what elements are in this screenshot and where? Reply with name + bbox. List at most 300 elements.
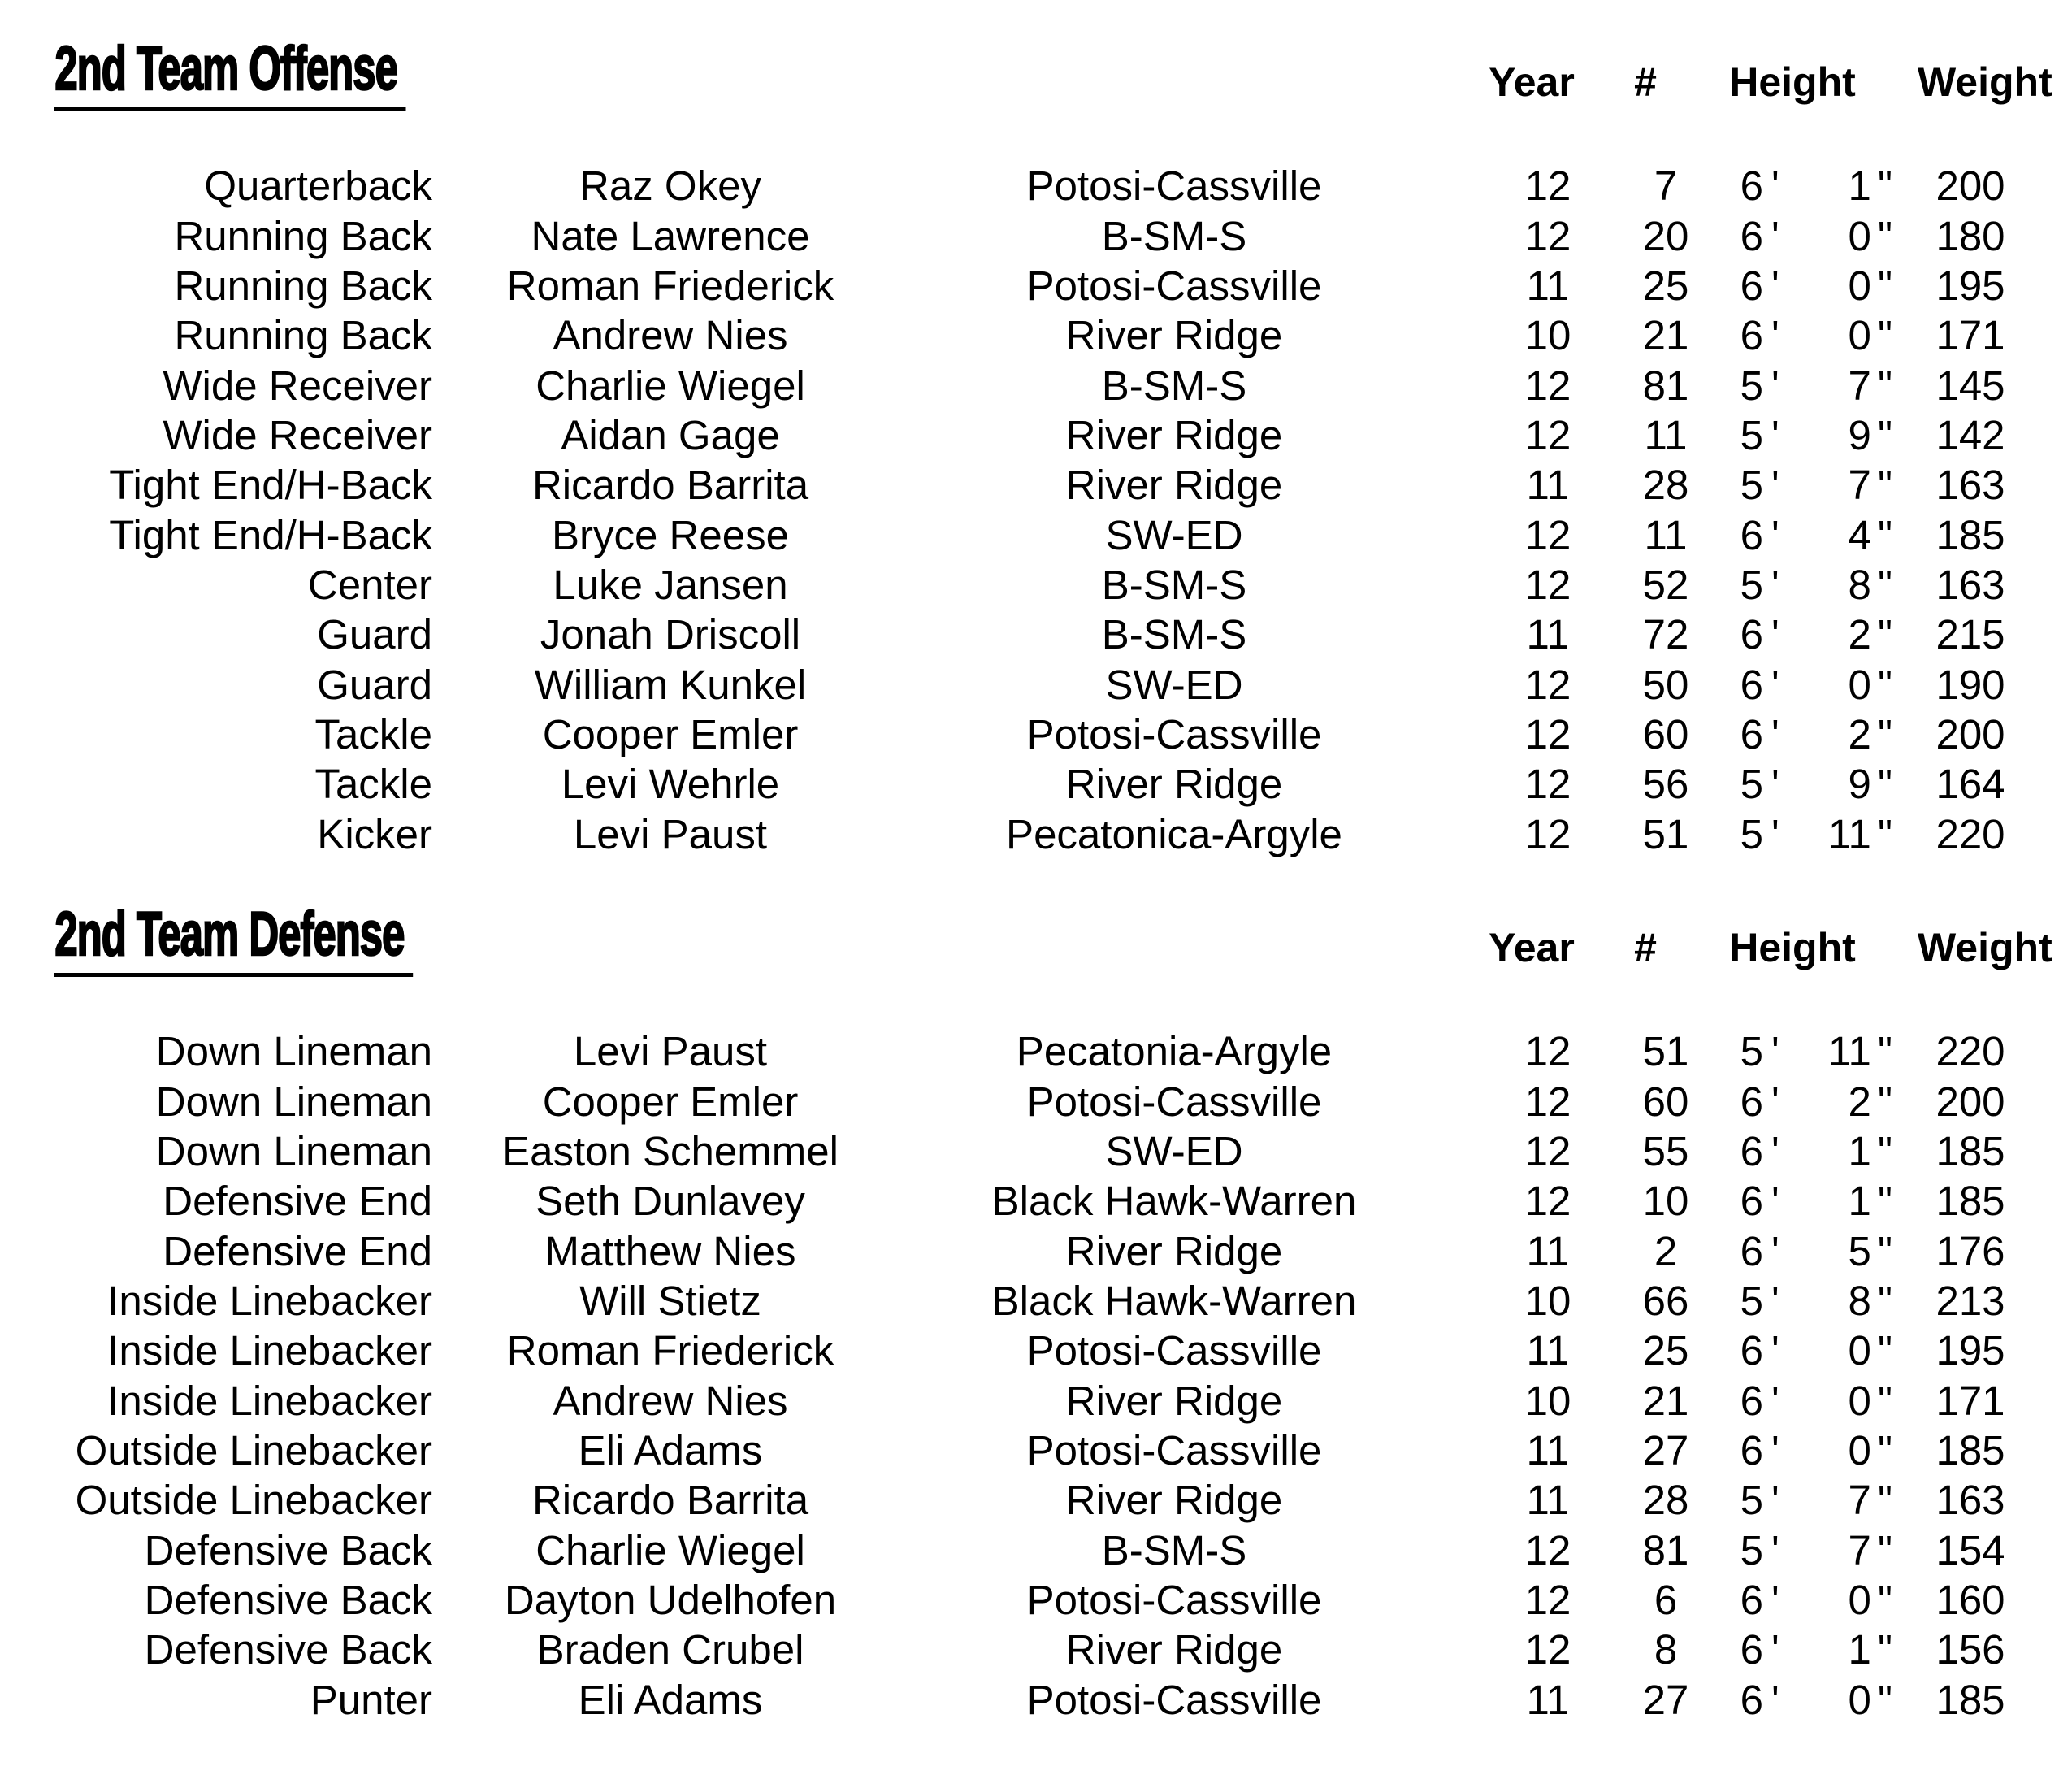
section-title: 2nd Team Offense [54, 41, 406, 111]
player-name: Seth Dunlavey [535, 1178, 805, 1225]
height-inches: 0 [1848, 1377, 1871, 1424]
player-weight: 145 [1935, 362, 2005, 409]
player-name: Andrew Nies [553, 312, 788, 359]
player-position: Defensive Back [144, 1576, 432, 1623]
player-school: River Ridge [1065, 312, 1283, 359]
player-name: Ricardo Barrita [531, 462, 809, 509]
height-feet: 5 [1740, 1477, 1764, 1524]
player-position: Defensive End [163, 1227, 432, 1274]
table-row [0, 1375, 2023, 1425]
player-height [1708, 1078, 1918, 1126]
height-inches: 9 [1848, 411, 1871, 458]
feet-mark: ' [1771, 511, 1779, 558]
height-feet: 5 [1740, 1277, 1764, 1324]
table-row [0, 1326, 2023, 1375]
player-name: Charlie Wiegel [535, 362, 805, 409]
player-name: Levi Wehrle [561, 761, 780, 808]
player-position: Down Lineman [155, 1078, 432, 1125]
player-name: Levi Paust [573, 810, 768, 857]
height-inches: 2 [1848, 1078, 1871, 1125]
player-weight: 164 [1935, 761, 2005, 808]
player-name: Andrew Nies [553, 1377, 788, 1424]
player-year: 12 [1524, 1078, 1571, 1125]
height-inches: 1 [1848, 1626, 1871, 1673]
table-row [0, 710, 2023, 759]
player-name: Roman Friederick [506, 1327, 834, 1374]
height-feet: 5 [1740, 810, 1764, 857]
player-school: SW-ED [1105, 1127, 1243, 1174]
player-name: Ricardo Barrita [531, 1477, 809, 1524]
player-number: 28 [1642, 1477, 1689, 1524]
player-weight: 160 [1935, 1576, 2005, 1623]
player-name: William Kunkel [534, 661, 807, 708]
player-number: 25 [1642, 262, 1689, 309]
player-height [1708, 311, 1918, 359]
inch-mark: " [1877, 362, 1892, 409]
player-position: Down Lineman [155, 1127, 432, 1174]
player-height [1708, 1277, 1918, 1325]
player-position: Inside Linebacker [107, 1327, 432, 1374]
feet-mark: ' [1771, 1277, 1779, 1324]
player-year: 12 [1524, 1526, 1571, 1573]
height-feet: 6 [1740, 1227, 1764, 1274]
player-height [1708, 1127, 1918, 1175]
player-school: River Ridge [1065, 1227, 1283, 1274]
height-feet: 6 [1740, 262, 1764, 309]
table-row [0, 261, 2023, 310]
player-number: 21 [1642, 1377, 1689, 1424]
height-inches: 9 [1848, 761, 1871, 808]
player-position: Tackle [314, 761, 432, 808]
height-inches: 0 [1848, 212, 1871, 259]
player-weight: 154 [1935, 1526, 2005, 1573]
player-number: 27 [1642, 1676, 1689, 1723]
feet-mark: ' [1771, 212, 1779, 259]
inch-mark: " [1877, 1178, 1892, 1225]
feet-mark: ' [1771, 1576, 1779, 1623]
player-school: B-SM-S [1101, 561, 1247, 608]
inch-mark: " [1877, 1576, 1892, 1623]
player-year: 10 [1524, 312, 1571, 359]
inch-mark: " [1877, 561, 1892, 608]
height-feet: 6 [1740, 710, 1764, 757]
player-height [1708, 1177, 1918, 1225]
player-number: 60 [1642, 1078, 1689, 1125]
roster-rows [0, 161, 2023, 859]
height-feet: 6 [1740, 611, 1764, 658]
player-year: 12 [1524, 710, 1571, 757]
height-feet: 6 [1740, 1626, 1764, 1673]
inch-mark: " [1877, 1127, 1892, 1174]
player-number: 60 [1642, 710, 1689, 757]
player-weight: 156 [1935, 1626, 2005, 1673]
height-feet: 6 [1740, 1676, 1764, 1723]
player-name: Raz Okey [579, 163, 761, 210]
inch-mark: " [1877, 710, 1892, 757]
table-row [0, 809, 2023, 858]
table-row [0, 659, 2023, 709]
player-school: Potosi-Cassville [1026, 1327, 1322, 1374]
inch-mark: " [1877, 1526, 1892, 1573]
player-height [1708, 1576, 1918, 1624]
player-year: 12 [1524, 561, 1571, 608]
feet-mark: ' [1771, 1676, 1779, 1723]
player-school: River Ridge [1065, 411, 1283, 458]
feet-mark: ' [1771, 1127, 1779, 1174]
height-inches: 0 [1848, 1676, 1871, 1723]
feet-mark: ' [1771, 1078, 1779, 1125]
player-name: Nate Lawrence [531, 212, 810, 259]
player-year: 12 [1524, 511, 1571, 558]
inch-mark: " [1877, 1477, 1892, 1524]
player-number: 72 [1642, 611, 1689, 658]
player-weight: 190 [1935, 661, 2005, 708]
table-row [0, 560, 2023, 610]
player-school: Pecatonia-Argyle [1016, 1028, 1333, 1075]
player-year: 12 [1524, 661, 1571, 708]
player-school: Pecatonica-Argyle [1006, 810, 1342, 857]
player-name: Will Stietz [579, 1277, 761, 1324]
height-inches: 0 [1848, 1426, 1871, 1473]
player-weight: 195 [1935, 262, 2005, 309]
player-weight: 200 [1935, 163, 2005, 210]
player-year: 10 [1524, 1277, 1571, 1324]
table-row [0, 510, 2023, 559]
player-height [1708, 810, 1918, 858]
player-name: Cooper Emler [542, 1078, 799, 1125]
player-number: 8 [1654, 1626, 1678, 1673]
height-inches: 1 [1848, 163, 1871, 210]
player-number: 56 [1642, 761, 1689, 808]
height-inches: 7 [1848, 462, 1871, 509]
table-row [0, 460, 2023, 510]
feet-mark: ' [1771, 1426, 1779, 1473]
player-year: 12 [1524, 1127, 1571, 1174]
player-height [1708, 1625, 1918, 1673]
height-inches: 7 [1848, 1477, 1871, 1524]
player-number: 20 [1642, 212, 1689, 259]
player-year: 12 [1524, 1028, 1571, 1075]
player-weight: 142 [1935, 411, 2005, 458]
player-year: 12 [1524, 1626, 1571, 1673]
table-row [0, 610, 2023, 659]
player-year: 11 [1526, 1426, 1570, 1473]
player-name: Dayton Udelhofen [504, 1576, 837, 1623]
player-school: Potosi-Cassville [1026, 163, 1322, 210]
player-name: Levi Paust [573, 1028, 768, 1075]
player-weight: 215 [1935, 611, 2005, 658]
inch-mark: " [1877, 1626, 1892, 1673]
player-name: Roman Friederick [506, 262, 834, 309]
player-year: 10 [1524, 1377, 1571, 1424]
table-row [0, 1674, 2023, 1724]
player-name: Jonah Driscoll [540, 611, 801, 658]
height-inches: 1 [1848, 1178, 1871, 1225]
player-year: 12 [1524, 212, 1571, 259]
player-weight: 180 [1935, 212, 2005, 259]
feet-mark: ' [1771, 1028, 1779, 1075]
height-inches: 1 [1848, 1127, 1871, 1174]
inch-mark: " [1877, 1277, 1892, 1324]
height-inches: 0 [1848, 661, 1871, 708]
inch-mark: " [1877, 212, 1892, 259]
inch-mark: " [1877, 163, 1892, 210]
height-inches: 11 [1827, 1028, 1871, 1075]
player-position: Punter [310, 1676, 432, 1723]
player-position: Running Back [174, 212, 432, 259]
player-school: River Ridge [1065, 1626, 1283, 1673]
player-year: 11 [1526, 1327, 1570, 1374]
player-height [1708, 1326, 1918, 1374]
table-row [0, 1426, 2023, 1475]
inch-mark: " [1877, 661, 1892, 708]
player-year: 12 [1524, 1178, 1571, 1225]
feet-mark: ' [1771, 1526, 1779, 1573]
player-number: 25 [1642, 1327, 1689, 1374]
player-name: Easton Schemmel [502, 1127, 839, 1174]
inch-mark: " [1877, 262, 1892, 309]
player-position: Running Back [174, 312, 432, 359]
feet-mark: ' [1771, 761, 1779, 808]
player-height [1708, 212, 1918, 260]
player-weight: 185 [1935, 511, 2005, 558]
inch-mark: " [1877, 1327, 1892, 1374]
player-number: 66 [1642, 1277, 1689, 1324]
table-row [0, 1226, 2023, 1275]
player-height [1708, 610, 1918, 658]
column-headers [0, 922, 2052, 973]
table-row [0, 1126, 2023, 1176]
player-height [1708, 1676, 1918, 1724]
height-inches: 0 [1848, 1576, 1871, 1623]
height-inches: 0 [1848, 262, 1871, 309]
inch-mark: " [1877, 761, 1892, 808]
table-row [0, 1276, 2023, 1326]
height-feet: 6 [1740, 1327, 1764, 1374]
player-weight: 185 [1935, 1127, 2005, 1174]
player-name: Matthew Nies [544, 1227, 796, 1274]
column-header-number: # [1634, 925, 1657, 970]
player-position: Inside Linebacker [107, 1377, 432, 1424]
height-feet: 5 [1740, 1526, 1764, 1573]
inch-mark: " [1877, 810, 1892, 857]
height-feet: 5 [1740, 1028, 1764, 1075]
player-height [1708, 1476, 1918, 1524]
player-year: 12 [1524, 411, 1571, 458]
player-position: Defensive Back [144, 1626, 432, 1673]
player-height [1708, 710, 1918, 758]
player-position: Guard [317, 611, 432, 658]
player-position: Tackle [314, 710, 432, 757]
player-weight: 200 [1935, 710, 2005, 757]
player-weight: 220 [1935, 810, 2005, 857]
player-school: River Ridge [1065, 1477, 1283, 1524]
column-header-height: Height [1729, 925, 1856, 970]
inch-mark: " [1877, 611, 1892, 658]
table-row [0, 360, 2023, 410]
player-position: Inside Linebacker [107, 1277, 432, 1324]
player-height [1708, 262, 1918, 310]
player-school: B-SM-S [1101, 611, 1247, 658]
player-height [1708, 162, 1918, 210]
table-row [0, 1176, 2023, 1226]
player-school: River Ridge [1065, 462, 1283, 509]
height-feet: 5 [1740, 411, 1764, 458]
height-feet: 6 [1740, 511, 1764, 558]
table-row [0, 1625, 2023, 1674]
player-school: Potosi-Cassville [1026, 1078, 1322, 1125]
player-number: 52 [1642, 561, 1689, 608]
height-feet: 6 [1740, 163, 1764, 210]
player-height [1708, 1377, 1918, 1425]
player-height [1708, 1227, 1918, 1275]
player-height [1708, 661, 1918, 709]
player-school: Potosi-Cassville [1026, 710, 1322, 757]
height-inches: 11 [1827, 810, 1871, 857]
player-number: 50 [1642, 661, 1689, 708]
player-school: Potosi-Cassville [1026, 1576, 1322, 1623]
player-weight: 200 [1935, 1078, 2005, 1125]
table-row [0, 1026, 2023, 1076]
inch-mark: " [1877, 1028, 1892, 1075]
inch-mark: " [1877, 312, 1892, 359]
player-weight: 220 [1935, 1028, 2005, 1075]
height-inches: 2 [1848, 611, 1871, 658]
player-name: Bryce Reese [552, 511, 789, 558]
player-position: Tight End/H-Back [109, 462, 432, 509]
player-height [1708, 511, 1918, 559]
player-year: 11 [1526, 462, 1570, 509]
height-feet: 6 [1740, 1377, 1764, 1424]
column-header-weight: Weight [1918, 925, 2052, 970]
player-name: Luke Jansen [553, 561, 788, 608]
feet-mark: ' [1771, 1178, 1779, 1225]
player-school: Black Hawk-Warren [991, 1277, 1357, 1324]
player-height [1708, 760, 1918, 808]
table-row [0, 1525, 2023, 1574]
player-name: Braden Crubel [536, 1626, 804, 1673]
player-year: 11 [1526, 1227, 1570, 1274]
player-year: 11 [1526, 262, 1570, 309]
height-feet: 6 [1740, 312, 1764, 359]
column-header-number: # [1634, 59, 1657, 105]
player-number: 28 [1642, 462, 1689, 509]
height-inches: 4 [1848, 511, 1871, 558]
height-feet: 5 [1740, 462, 1764, 509]
height-inches: 5 [1848, 1227, 1871, 1274]
player-number: 81 [1642, 362, 1689, 409]
column-header-height: Height [1729, 59, 1856, 105]
player-name: Charlie Wiegel [535, 1526, 805, 1573]
player-school: SW-ED [1105, 511, 1243, 558]
feet-mark: ' [1771, 1227, 1779, 1274]
player-number: 10 [1642, 1178, 1689, 1225]
player-weight: 176 [1935, 1227, 2005, 1274]
player-position: Outside Linebacker [75, 1426, 432, 1473]
player-position: Wide Receiver [163, 411, 432, 458]
feet-mark: ' [1771, 1327, 1779, 1374]
column-headers [0, 57, 2052, 107]
player-name: Eli Adams [578, 1426, 763, 1473]
player-year: 12 [1524, 362, 1571, 409]
height-inches: 8 [1848, 1277, 1871, 1324]
player-number: 11 [1644, 411, 1688, 458]
table-row [0, 210, 2023, 260]
height-feet: 6 [1740, 1078, 1764, 1125]
player-school: SW-ED [1105, 661, 1243, 708]
player-weight: 171 [1935, 1377, 2005, 1424]
height-feet: 6 [1740, 661, 1764, 708]
player-height [1708, 461, 1918, 509]
height-feet: 6 [1740, 1426, 1764, 1473]
column-header-year: Year [1489, 59, 1575, 105]
player-number: 6 [1654, 1576, 1678, 1623]
player-height [1708, 1526, 1918, 1574]
height-feet: 5 [1740, 362, 1764, 409]
height-inches: 8 [1848, 561, 1871, 608]
player-year: 12 [1524, 1576, 1571, 1623]
player-position: Outside Linebacker [75, 1477, 432, 1524]
player-school: B-SM-S [1101, 212, 1247, 259]
table-row [0, 759, 2023, 809]
player-number: 2 [1654, 1227, 1678, 1274]
section-title: 2nd Team Defense [54, 906, 413, 977]
inch-mark: " [1877, 1227, 1892, 1274]
player-school: River Ridge [1065, 761, 1283, 808]
height-inches: 7 [1848, 1526, 1871, 1573]
column-header-year: Year [1489, 925, 1575, 970]
inch-mark: " [1877, 1377, 1892, 1424]
table-row [0, 1076, 2023, 1126]
player-year: 12 [1524, 761, 1571, 808]
player-weight: 171 [1935, 312, 2005, 359]
player-number: 7 [1654, 163, 1678, 210]
player-year: 12 [1524, 163, 1571, 210]
inch-mark: " [1877, 1426, 1892, 1473]
table-row [0, 410, 2023, 460]
height-feet: 6 [1740, 1576, 1764, 1623]
player-year: 11 [1526, 1477, 1570, 1524]
player-height [1708, 362, 1918, 410]
player-school: Potosi-Cassville [1026, 1676, 1322, 1723]
inch-mark: " [1877, 411, 1892, 458]
feet-mark: ' [1771, 1477, 1779, 1524]
player-height [1708, 1027, 1918, 1075]
inch-mark: " [1877, 462, 1892, 509]
player-weight: 185 [1935, 1676, 2005, 1723]
feet-mark: ' [1771, 1626, 1779, 1673]
table-row [0, 161, 2023, 210]
player-height [1708, 561, 1918, 609]
player-weight: 163 [1935, 1477, 2005, 1524]
player-position: Defensive Back [144, 1526, 432, 1573]
player-number: 55 [1642, 1127, 1689, 1174]
height-inches: 0 [1848, 1327, 1871, 1374]
player-position: Down Lineman [155, 1028, 432, 1075]
height-feet: 6 [1740, 212, 1764, 259]
height-feet: 5 [1740, 761, 1764, 808]
player-position: Center [307, 561, 432, 608]
offense-section [0, 0, 2072, 866]
feet-mark: ' [1771, 411, 1779, 458]
player-year: 12 [1524, 810, 1571, 857]
player-position: Defensive End [163, 1178, 432, 1225]
player-school: Black Hawk-Warren [991, 1178, 1357, 1225]
feet-mark: ' [1771, 661, 1779, 708]
feet-mark: ' [1771, 362, 1779, 409]
player-weight: 163 [1935, 462, 2005, 509]
feet-mark: ' [1771, 1377, 1779, 1424]
